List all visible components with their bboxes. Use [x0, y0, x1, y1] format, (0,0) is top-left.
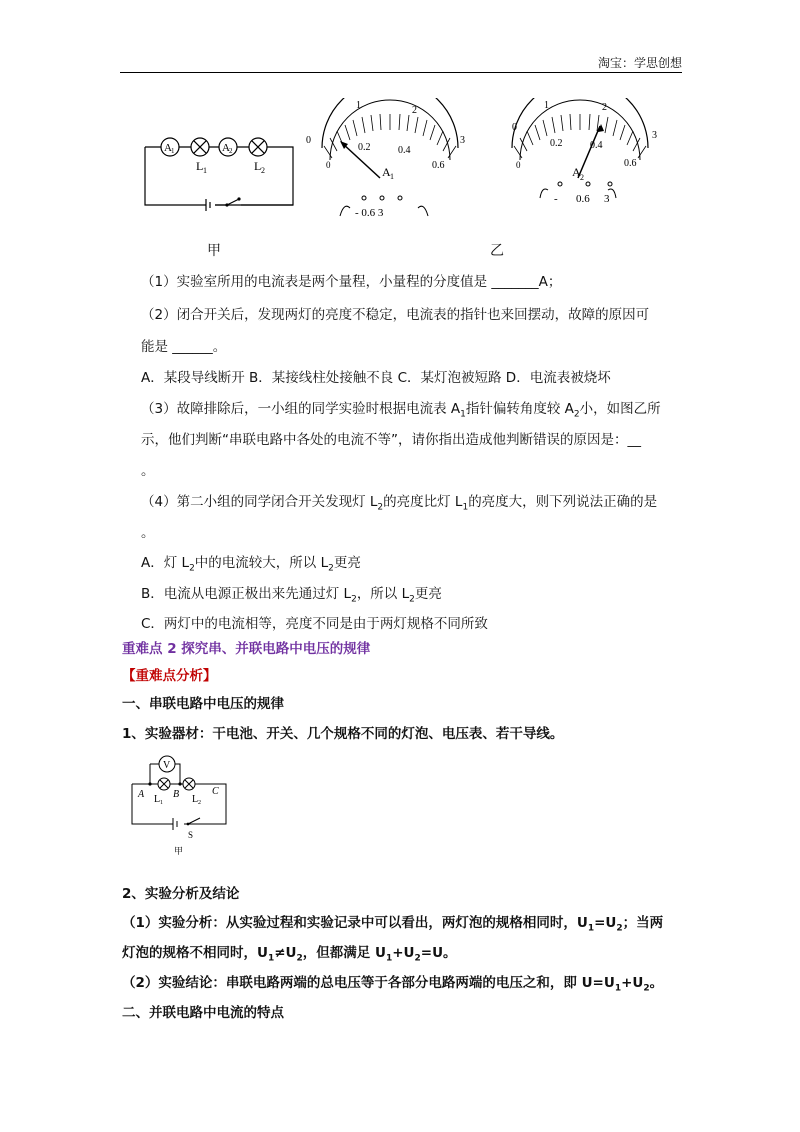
svg-text:0: 0 [326, 160, 331, 170]
section-1-title: 一、串联电路中电压的规律 [122, 696, 284, 712]
svg-text:0.2: 0.2 [358, 142, 371, 153]
option-b: B．电流从电源正极出来先通过灯 $L_2$，所以 $L_2$更亮 [141, 586, 442, 605]
svg-text:0.4: 0.4 [398, 145, 411, 156]
l2-label: L [254, 159, 262, 173]
svg-text:0: 0 [516, 160, 521, 170]
svg-text:V: V [163, 760, 171, 771]
question-2-options: A．某段导线断开 B．某接线柱处接触不良 C．某灯泡被短路 D．电流表被烧坏 [141, 370, 611, 386]
svg-text:2: 2 [602, 102, 607, 113]
analysis-paragraph-line-1: （1）实验分析：从实验过程和实验记录中可以看出，两灯泡的规格相同时，$U_1=U_2$；当两 [122, 915, 664, 934]
meter-a1-label: A [382, 165, 391, 179]
svg-text:S: S [188, 830, 194, 840]
svg-text:0.4: 0.4 [590, 140, 603, 151]
svg-text:L: L [192, 794, 199, 805]
ammeter-a2-dial [490, 98, 670, 228]
svg-text:2: 2 [412, 105, 417, 116]
svg-text:1: 1 [356, 100, 361, 111]
svg-text:-: - [554, 193, 558, 205]
svg-text:0: 0 [306, 135, 311, 146]
question-2-line-1: （2）闭合开关后，发现两灯的亮度不稳定，电流表的指针也来回摆动，故障的原因可 [141, 307, 650, 323]
svg-text:0: 0 [512, 122, 517, 133]
svg-text:3: 3 [652, 130, 657, 141]
circuit-caption-jia: 甲 [174, 846, 184, 856]
analysis-paragraph-line-2: 灯泡的规格不相同时，$U_1\ne U_2$，但都满足 $U_1+U_2=U$。 [122, 945, 457, 964]
question-3-line-1: （3）故障排除后，一小组的同学实验时根据电流表 $A_1$指针偏转角度较 $A_2$小，如图乙所 [141, 401, 661, 420]
ammeter-a1-dial [300, 98, 480, 228]
question-4-line-1: （4）第二小组的同学闭合开关发现灯 $L_2$的亮度比灯 $L_1$的亮度大，则下列说法正确的是 [141, 494, 658, 513]
svg-text:2: 2 [580, 173, 584, 182]
svg-text:2: 2 [198, 800, 201, 806]
header-text: 淘宝：学思创想 [597, 56, 682, 70]
svg-text:L: L [154, 794, 161, 805]
section-2-title: 二、并联电路中电流的特点 [122, 1005, 284, 1021]
svg-text:B: B [173, 789, 180, 800]
svg-text:0.6: 0.6 [624, 158, 637, 169]
voltmeter-circuit-diagram [126, 752, 236, 858]
svg-text:0.6: 0.6 [432, 160, 445, 171]
svg-text:C: C [212, 786, 219, 797]
series-circuit-diagram [135, 125, 305, 215]
a2-label: A [222, 142, 230, 154]
figure-label-yi: 乙 [490, 243, 504, 259]
svg-text:3: 3 [604, 193, 610, 205]
svg-text:3: 3 [460, 135, 465, 146]
svg-text:A: A [138, 789, 145, 800]
meter-a2-label: A [572, 165, 581, 179]
item-1-materials: 1、实验器材：干电池、开关、几个规格不同的灯泡、电压表、若干导线。 [122, 726, 564, 742]
heading-key-point-2: 重难点 2 探究串、并联电路中电压的规律 [122, 641, 371, 657]
svg-text:1: 1 [171, 147, 175, 155]
svg-text:1: 1 [544, 100, 549, 111]
figure-label-jia: 甲 [207, 243, 221, 259]
question-3-line-3: 。 [141, 463, 155, 479]
a1-label: A [164, 142, 172, 154]
svg-text:1: 1 [203, 166, 207, 175]
question-1: （1）实验室所用的电流表是两个量程，小量程的分度值是 _______A； [141, 274, 562, 290]
question-3-line-2: 示，他们判断“串联电路中各处的电流不等”，请你指出造成他判断错误的原因是：__ [141, 432, 641, 448]
option-c: C．两灯中的电流相等，亮度不同是由于两灯规格不同所致 [141, 616, 488, 632]
svg-text:0.2: 0.2 [550, 138, 563, 149]
l1-label: L [196, 159, 204, 173]
item-2-analysis: 2、实验分析及结论 [122, 886, 240, 902]
svg-text:- 0.6 3: - 0.6 3 [355, 207, 384, 219]
svg-text:0.6: 0.6 [576, 193, 590, 205]
conclusion-paragraph: （2）实验结论：串联电路两端的总电压等于各部分电路两端的电压之和，即 $U=U_1+U_2$。 [122, 975, 664, 994]
option-a: A．灯 $L_2$中的电流较大，所以 $L_2$更亮 [141, 555, 361, 574]
svg-text:1: 1 [390, 172, 394, 181]
svg-text:2: 2 [229, 147, 233, 155]
page-header [120, 56, 682, 73]
heading-analysis: 【重难点分析】 [122, 668, 217, 684]
question-4-line-2: 。 [141, 525, 155, 541]
question-2-line-2: 能是 ______。 [141, 339, 227, 355]
svg-text:2: 2 [261, 166, 265, 175]
svg-text:1: 1 [160, 800, 163, 806]
